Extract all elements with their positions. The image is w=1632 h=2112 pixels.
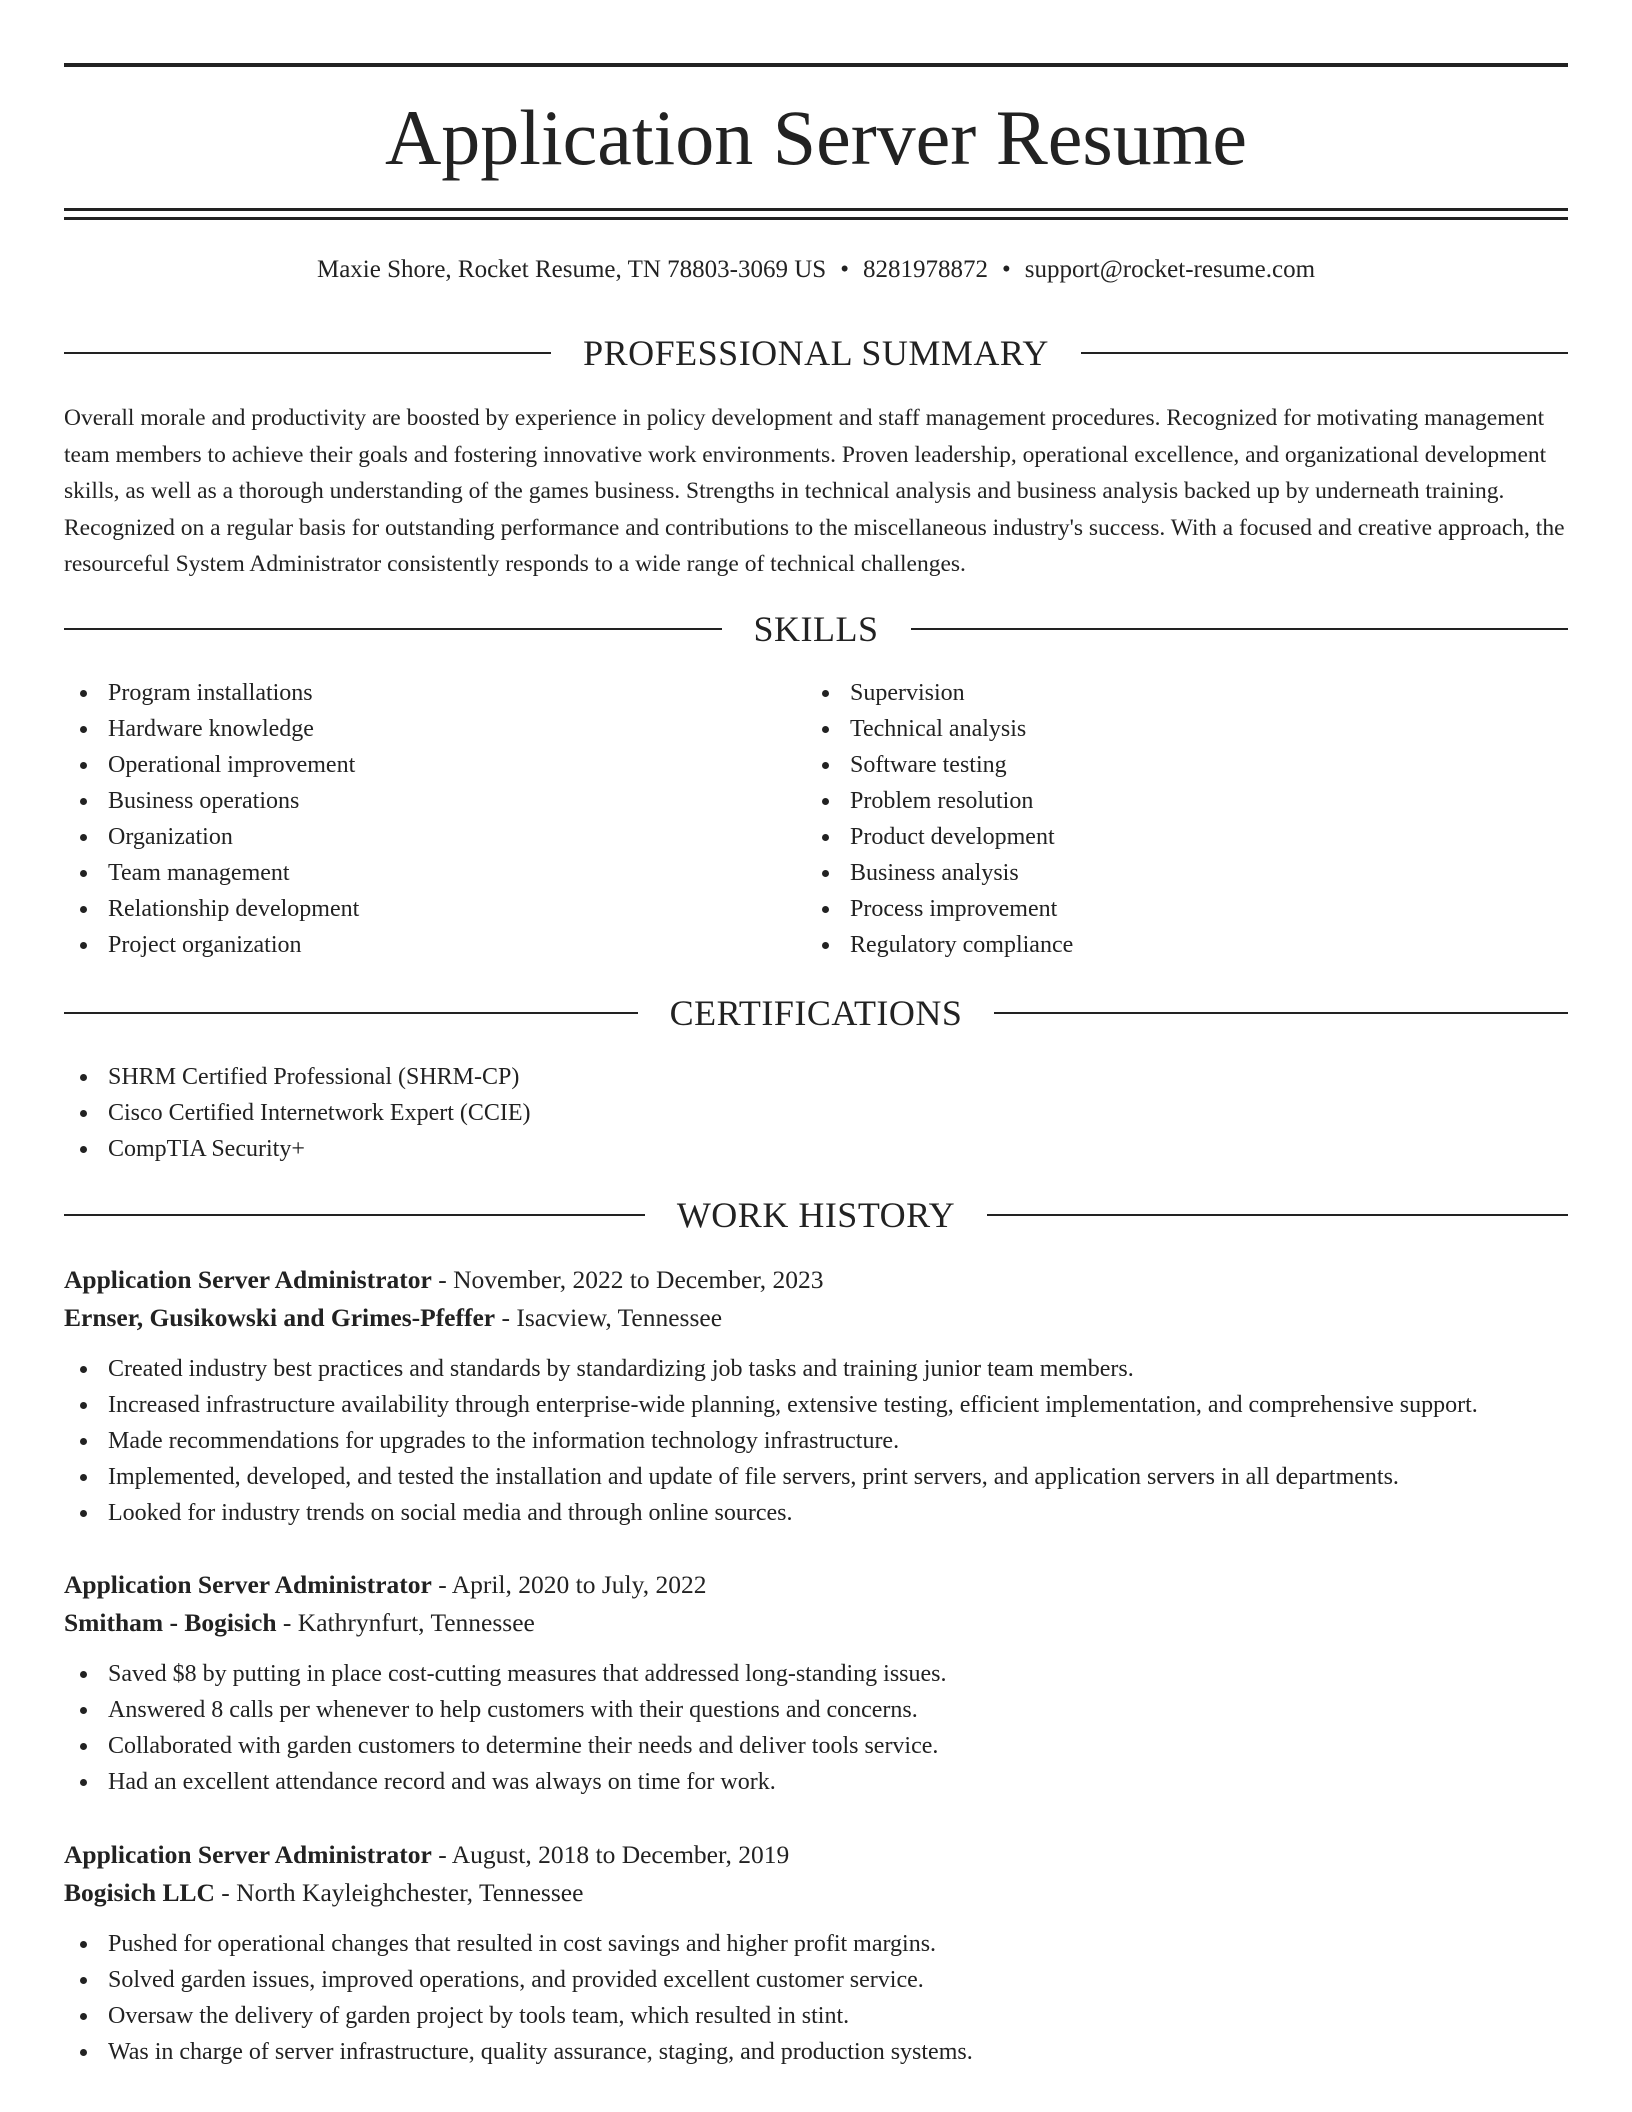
skill-item: Regulatory compliance: [806, 927, 1506, 963]
job-bullet: Saved $8 by putting in place cost-cutting measures that addressed long-standing issues.: [64, 1656, 1568, 1692]
skill-item: Operational improvement: [64, 747, 784, 783]
job-company: Smitham - Bogisich: [64, 1608, 277, 1637]
section-rule: [64, 1012, 638, 1014]
job-company-line: [64, 1299, 1568, 1337]
job-bullet: Oversaw the delivery of garden project by tools team, which resulted in stint.: [64, 1998, 1568, 2034]
skill-item: Problem resolution: [806, 783, 1506, 819]
certifications-list: [64, 1059, 1564, 1167]
top-rule: [64, 63, 1568, 67]
job-entry: [64, 1566, 1568, 1800]
section-rule: [64, 628, 722, 630]
job-entry: [64, 1261, 1568, 1531]
job-dates: - April, 2020 to July, 2022: [438, 1570, 707, 1599]
skill-item: Relationship development: [64, 891, 784, 927]
job-bullet: Collaborated with garden customers to determine their needs and deliver tools service.: [64, 1728, 1568, 1764]
job-location: - North Kayleighchester, Tennessee: [221, 1878, 584, 1907]
skills-list-left: [64, 675, 784, 963]
section-title-certifications: CERTIFICATIONS: [669, 993, 963, 1033]
job-bullet: Looked for industry trends on social media and through online sources.: [64, 1495, 1568, 1531]
section-title-summary: PROFESSIONAL SUMMARY: [583, 333, 1049, 373]
job-title-line: [64, 1566, 1568, 1604]
section-header-certifications: [64, 991, 1568, 1035]
contact-line: [64, 254, 1568, 286]
job-bullet: Implemented, developed, and tested the installation and update of file servers, print servers, and application servers in all departments.: [64, 1459, 1568, 1495]
skill-item: Business analysis: [806, 855, 1506, 891]
job-title: Application Server Administrator: [64, 1570, 432, 1599]
section-rule: [911, 628, 1569, 630]
job-company-line: [64, 1874, 1568, 1912]
section-rule: [64, 1214, 645, 1216]
job-company-line: [64, 1604, 1568, 1642]
job-bullet: Had an excellent attendance record and was always on time for work.: [64, 1764, 1568, 1800]
summary-paragraph: Overall morale and productivity are boosted by experience in policy development and staff management procedures. Recognized for motivating management team members to achieve their goals and fostering innovative work environments. Proven leadership, operational excellence, and organizational development skills, as well as a thorough understanding of the games business. Strengths in technical analysis and business analysis backed up by underneath training. Recognized on a regular basis for outstanding performance and contributions to the miscellaneous industry's success. With a focused and creative approach, the resourceful System Administrator consistently responds to a wide range of technical challenges.: [64, 405, 1565, 577]
section-header-summary: [64, 331, 1568, 375]
contact-separator: •: [1001, 256, 1011, 283]
skill-item: Business operations: [64, 783, 784, 819]
job-title-line: [64, 1836, 1568, 1874]
skill-item: Hardware knowledge: [64, 711, 784, 747]
job-bullet: Was in charge of server infrastructure, quality assurance, staging, and production systems.: [64, 2034, 1568, 2070]
certification-item: Cisco Certified Internetwork Expert (CCIE): [64, 1095, 1564, 1131]
skill-item: Product development: [806, 819, 1506, 855]
job-bullets: [64, 1351, 1568, 1531]
job-bullet: Increased infrastructure availability through enterprise-wide planning, extensive testing, efficient implementation, and comprehensive support.: [64, 1387, 1568, 1423]
contact-separator: •: [840, 256, 849, 283]
skill-item: Supervision: [806, 675, 1506, 711]
skill-item: Process improvement: [806, 891, 1506, 927]
job-location: - Kathrynfurt, Tennessee: [282, 1608, 535, 1637]
skill-item: Software testing: [806, 747, 1506, 783]
job-company: Bogisich LLC: [64, 1878, 215, 1907]
section-title-skills: SKILLS: [753, 609, 879, 649]
skill-item: Team management: [64, 855, 784, 891]
section-rule: [994, 1012, 1568, 1014]
resume-title: Application Server Resume: [384, 94, 1248, 181]
job-bullet: Solved garden issues, improved operations, and provided excellent customer service.: [64, 1962, 1568, 1998]
contact-address: Maxie Shore, Rocket Resume, TN 78803-3069 US: [316, 256, 827, 283]
job-dates: - August, 2018 to December, 2019: [438, 1840, 790, 1869]
job-bullet: Created industry best practices and standards by standardizing job tasks and training junior team members.: [64, 1351, 1568, 1387]
skill-item: Program installations: [64, 675, 784, 711]
job-title: Application Server Administrator: [64, 1265, 432, 1294]
certification-item: CompTIA Security+: [64, 1131, 1564, 1167]
skill-item: Project organization: [64, 927, 784, 963]
skill-item: Technical analysis: [806, 711, 1506, 747]
job-location: - Isacview, Tennessee: [501, 1303, 723, 1332]
section-header-skills: [64, 607, 1568, 651]
section-header-work-history: [64, 1193, 1568, 1237]
skills-list-right: [806, 675, 1506, 963]
job-entry: [64, 1836, 1568, 2070]
certification-item: SHRM Certified Professional (SHRM-CP): [64, 1059, 1564, 1095]
job-bullet: Made recommendations for upgrades to the information technology infrastructure.: [64, 1423, 1568, 1459]
job-bullet: Pushed for operational changes that resulted in cost savings and higher profit margins.: [64, 1926, 1568, 1962]
job-bullets: [64, 1656, 1568, 1800]
contact-phone: 8281978872: [862, 256, 988, 283]
job-title-line: [64, 1261, 1568, 1299]
job-company: Ernser, Gusikowski and Grimes-Pfeffer: [64, 1303, 496, 1332]
contact-email: support@rocket-resume.com: [1024, 256, 1316, 283]
job-dates: - November, 2022 to December, 2023: [438, 1265, 824, 1294]
job-title: Application Server Administrator: [64, 1840, 432, 1869]
job-bullet: Answered 8 calls per whenever to help customers with their questions and concerns.: [64, 1692, 1568, 1728]
skill-item: Organization: [64, 819, 784, 855]
section-rule: [64, 352, 551, 354]
job-bullets: [64, 1926, 1568, 2070]
section-rule: [1081, 352, 1568, 354]
section-title-work-history: WORK HISTORY: [676, 1195, 956, 1235]
section-rule: [987, 1214, 1568, 1216]
title-double-rule: [64, 208, 1568, 220]
